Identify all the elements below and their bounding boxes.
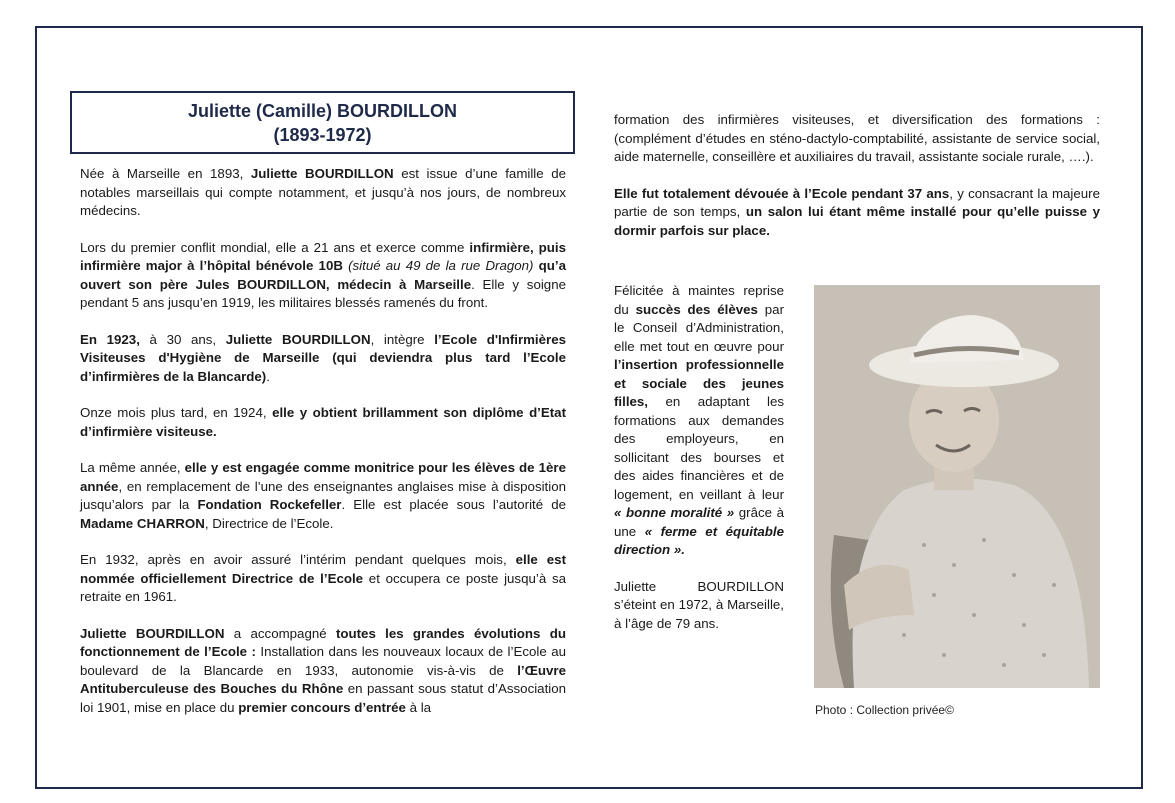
paragraph-formations: formation des infirmières visiteuses, et diversification des formations : (complément d’études en sténo-dactylo-comptabilité, assistante de service social, aide maternelle, conseillère et auxiliaires du travail, assistante sociale rurale, ….). — [614, 112, 1100, 164]
text-segment: Juliette BOURDILLON — [250, 166, 394, 181]
portrait-illustration — [814, 285, 1100, 688]
text-segment: qu’a ouvert son père Jules BOURDILLON, médecin à Marseille — [80, 258, 566, 292]
text-segment: un salon lui étant même installé pour qu’elle puisse y dormir parfois sur place. — [614, 204, 1101, 238]
photo-caption: Photo : Collection privée© — [815, 703, 954, 717]
paragraph-death: Juliette BOURDILLON s’éteint en 1972, à Marseille, à l’âge de 79 ans. — [614, 578, 784, 631]
text-segment: Madame CHARRON — [80, 515, 205, 531]
title-box — [70, 91, 575, 154]
left-column — [80, 165, 566, 735]
text-segment: « ferme et équitable direction ». — [614, 523, 784, 557]
text-segment: premier concours d’entrée — [238, 699, 406, 715]
paragraph-devotion: Elle fut totalement dévouée à l’Ecole pendant 37 ans, y consacrant la majeure partie de son temps, un salon lui étant même installé pour qu’elle puisse y dormir parfois sur place. — [614, 185, 1101, 238]
text-segment: toutes les grandes évolutions du fonctionnement de l’Ecole : — [80, 625, 566, 659]
paragraph-monitrice: La même année, elle y est engagée comme monitrice pour les élèves de 1ère année, en remplacement de l’une des enseignantes anglaises mise à disposition jusqu’alors par la Fondation Rockefeller. Elle est placée sous l’autorité de Madame CHARRON, Directrice de l’Ecole. — [80, 460, 567, 531]
text-segment: infirmière, puis infirmière major à l’hôpital bénévole 10B — [80, 239, 566, 273]
text-segment: succès des élèves — [635, 301, 758, 317]
text-segment: Elle fut totalement dévouée à l’Ecole pendant 37 ans — [614, 185, 950, 201]
text-segment: (situé au 49 de la rue Dragon) — [348, 258, 534, 273]
text-segment: l’Ecole d'Infirmières Visiteuses d'Hygiène de Marseille (qui deviendra plus tard l’Ecole d’infirmières de la Blancarde) — [80, 331, 566, 384]
text-segment: elle y obtient brillamment son diplôme d’Etat d’infirmière visiteuse. — [80, 405, 566, 439]
person-name: Juliette (Camille) BOURDILLON — [187, 101, 458, 121]
paragraph-1923: En 1923, à 30 ans, Juliette BOURDILLON, intègre l’Ecole d'Infirmières Visiteuses d'Hygiène de Marseille (qui deviendra plus tard l’Ecole d’infirmières de la Blancarde). — [80, 331, 566, 384]
paragraph-war: Lors du premier conflit mondial, elle a 21 ans et exerce comme infirmière, puis infirmière major à l’hôpital bénévole 10B (situé au 49 de la rue Dragon) qu’a ouvert son père Jules BOURDILLON, médecin à Marseille. Elle y soigne pendant 5 ans jusqu’en 1919, les militaires blessés ramenés du front. — [80, 239, 566, 310]
text-segment: Juliette BOURDILLON — [80, 625, 225, 641]
text-segment: l’Œuvre Antituberculeuse des Bouches du Rhône — [80, 662, 566, 696]
text-segment: elle est nommée officiellement Directrice de l’Ecole — [80, 552, 566, 586]
text-segment: Fondation Rockefeller — [197, 497, 342, 512]
paragraph-1924: Onze mois plus tard, en 1924, elle y obtient brillamment son diplôme d’Etat d’infirmière visiteuse. — [80, 405, 566, 439]
paragraph-1932: En 1932, après en avoir assuré l’intérim pendant quelques mois, elle est nommée officiellement Directrice de l’Ecole et occupera ce poste jusqu’à sa retraite en 1961. — [80, 552, 566, 604]
life-dates: (1893-1972) — [273, 125, 372, 145]
text-segment: « bonne moralité » — [614, 505, 735, 520]
text-segment: elle y est engagée comme monitrice pour les élèves de 1ère année — [80, 460, 566, 494]
text-segment: En 1923, — [80, 331, 140, 347]
paragraph-origins: Née à Marseille en 1893, Juliette BOURDILLON est issue d’une famille de notables marseillais qui compte notamment, et jusqu’à nos jours, de nombreux médecins. — [80, 166, 567, 218]
portrait-photo — [814, 285, 1100, 688]
right-column — [614, 111, 1100, 258]
paragraph-evolutions: Juliette BOURDILLON a accompagné toutes les grandes évolutions du fonctionnement de l’Ecole : Installation dans les nouveaux locaux de l’Ecole au boulevard de la Blancarde en 1933, autonomie vis-à-vis de l’Œuvre Antituberculeuse des Bouches du Rhône en passant sous statut d’Association loi 1901, mise en place du premier concours d’entrée à la — [80, 625, 567, 715]
text-segment: l’insertion professionnelle et sociale des jeunes filles, — [614, 357, 784, 409]
text-segment: Juliette BOURDILLON — [225, 331, 371, 347]
paragraph-success: Félicitée à maintes reprise du succès des élèves par le Conseil d’Administration, elle met tout en œuvre pour l’insertion professionnelle et sociale des jeunes filles, en adaptant les formations aux demandes des employeurs, en sollicitant des bourses et des aides financières et de logement, en veillant à leur « bonne moralité » grâce à une « ferme et équitable direction ». — [614, 283, 785, 557]
narrow-column — [614, 282, 784, 651]
